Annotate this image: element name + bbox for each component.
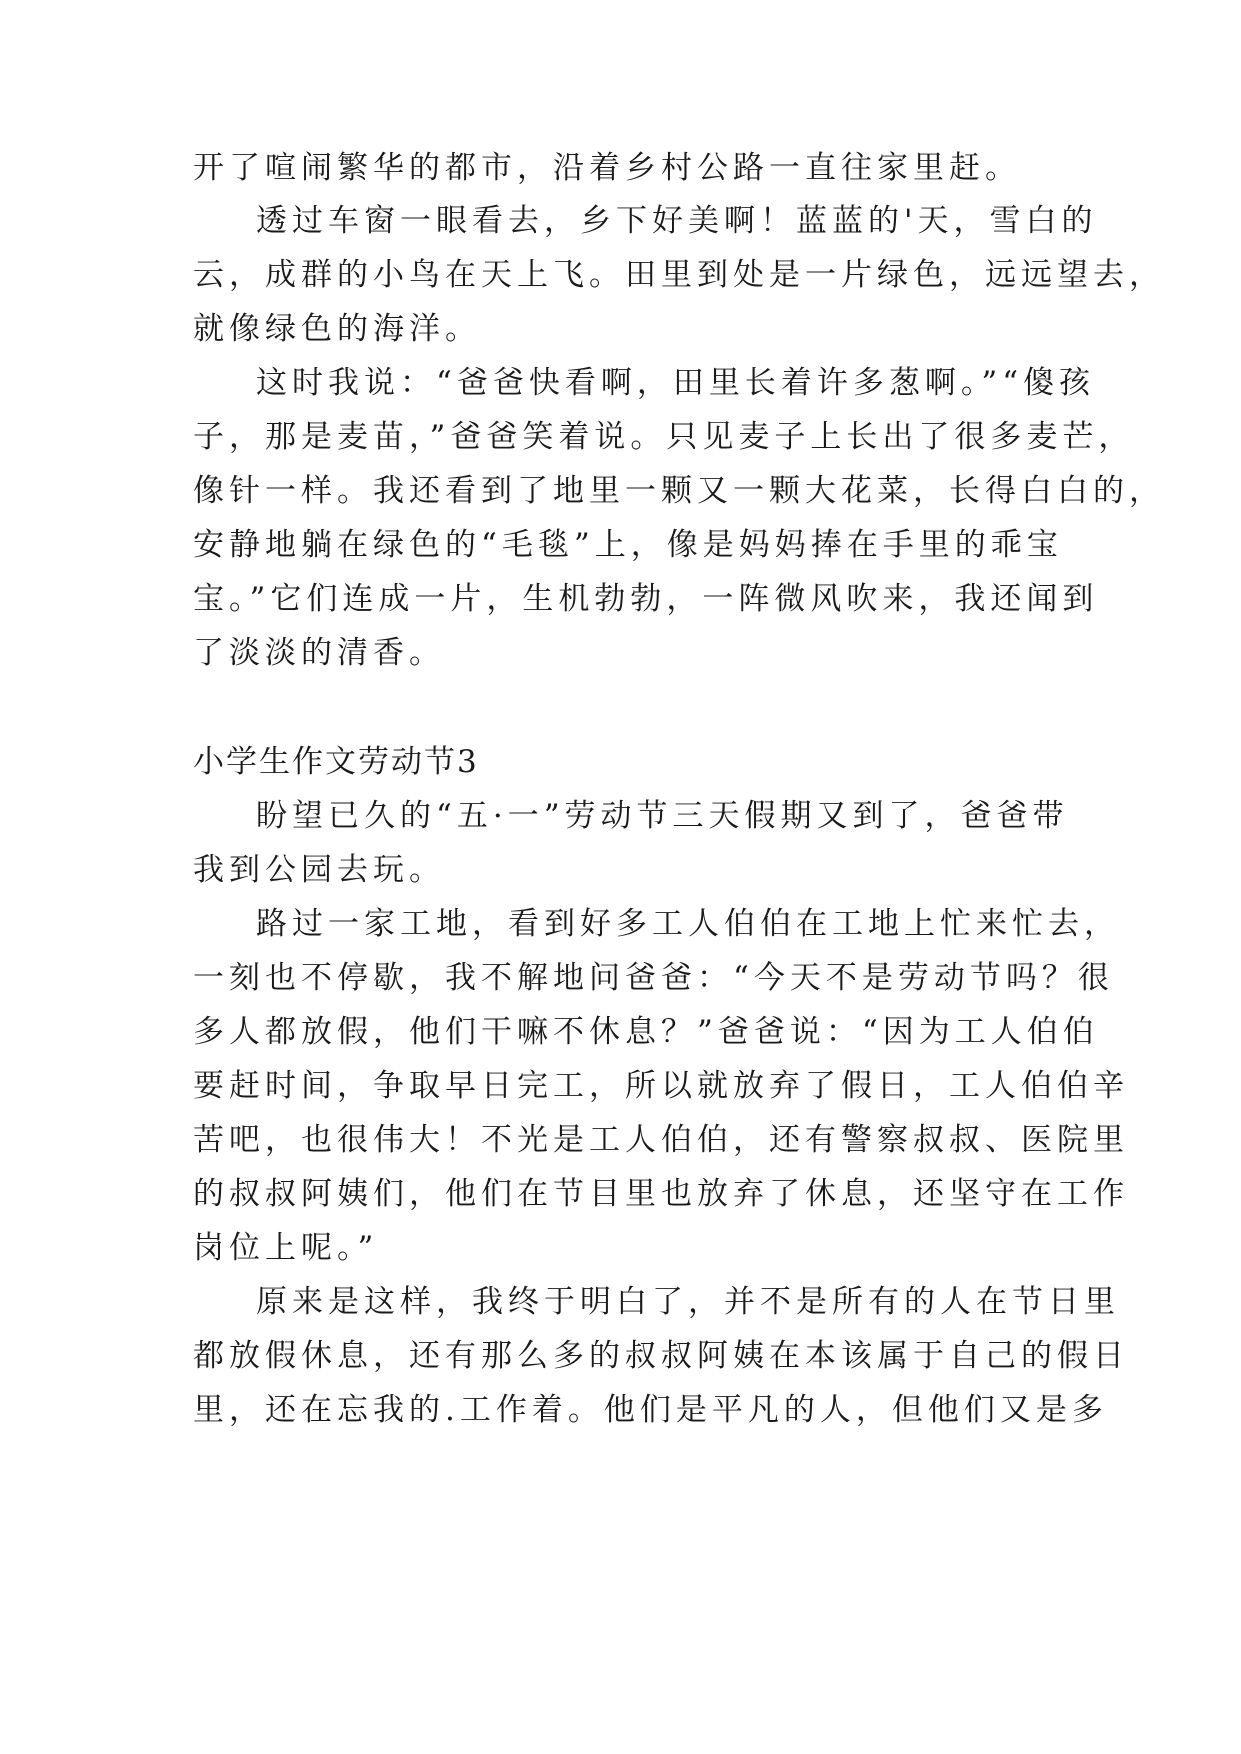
text-line: 苦吧，也很伟大！不光是工人伯伯，还有警察叔叔、医院里 <box>193 1122 1129 1158</box>
text-line: 原来是这样，我终于明白了，并不是所有的人在节日里 <box>256 1284 1120 1320</box>
text-line: 开了喧闹繁华的都市，沿着乡村公路一直往家里赶。 <box>193 150 1021 186</box>
text-line: 都放假休息，还有那么多的叔叔阿姨在本该属于自己的假日 <box>193 1338 1129 1374</box>
text-line: 安静地躺在绿色的“毛毯”上，像是妈妈捧在手里的乖宝 <box>193 527 1063 563</box>
text-line: 透过车窗一眼看去，乡下好美啊！蓝蓝的'天，雪白的 <box>256 203 1098 239</box>
text-line: 的叔叔阿姨们，他们在节目里也放弃了休息，还坚守在工作 <box>193 1176 1129 1212</box>
text-line: 宝。”它们连成一片，生机勃勃，一阵微风吹来，我还闻到 <box>193 581 1099 617</box>
text-line: 我到公园去玩。 <box>193 852 445 888</box>
text-line: 云，成群的小鸟在天上飞。田里到处是一片绿色，远远望去， <box>193 257 1165 293</box>
section-heading: 小学生作文劳动节3 <box>193 744 479 780</box>
text-line: 要赶时间，争取早日完工，所以就放弃了假日，工人伯伯辛 <box>193 1068 1129 1104</box>
text-line: 盼望已久的“五·一”劳动节三天假期又到了，爸爸带 <box>256 798 1069 834</box>
text-line: 这时我说：“爸爸快看啊，田里长着许多葱啊。”“傻孩 <box>256 365 1096 401</box>
text-line: 路过一家工地，看到好多工人伯伯在工地上忙来忙去， <box>256 906 1120 942</box>
text-line: 一刻也不停歇，我不解地问爸爸：“今天不是劳动节吗？很 <box>193 960 1114 996</box>
text-line: 岗位上呢。” <box>193 1230 379 1266</box>
text-line: 就像绿色的海洋。 <box>193 311 481 347</box>
text-line: 子，那是麦苗，”爸爸笑着说。只见麦子上长出了很多麦芒， <box>193 419 1135 455</box>
text-line: 像针一样。我还看到了地里一颗又一颗大花菜，长得白白的， <box>193 473 1165 509</box>
text-line: 多人都放假，他们干嘛不休息？”爸爸说：“因为工人伯伯 <box>193 1014 1099 1050</box>
text-line: 里，还在忘我的.工作着。他们是平凡的人，但他们又是多 <box>193 1392 1108 1428</box>
text-line: 了淡淡的清香。 <box>193 635 445 671</box>
